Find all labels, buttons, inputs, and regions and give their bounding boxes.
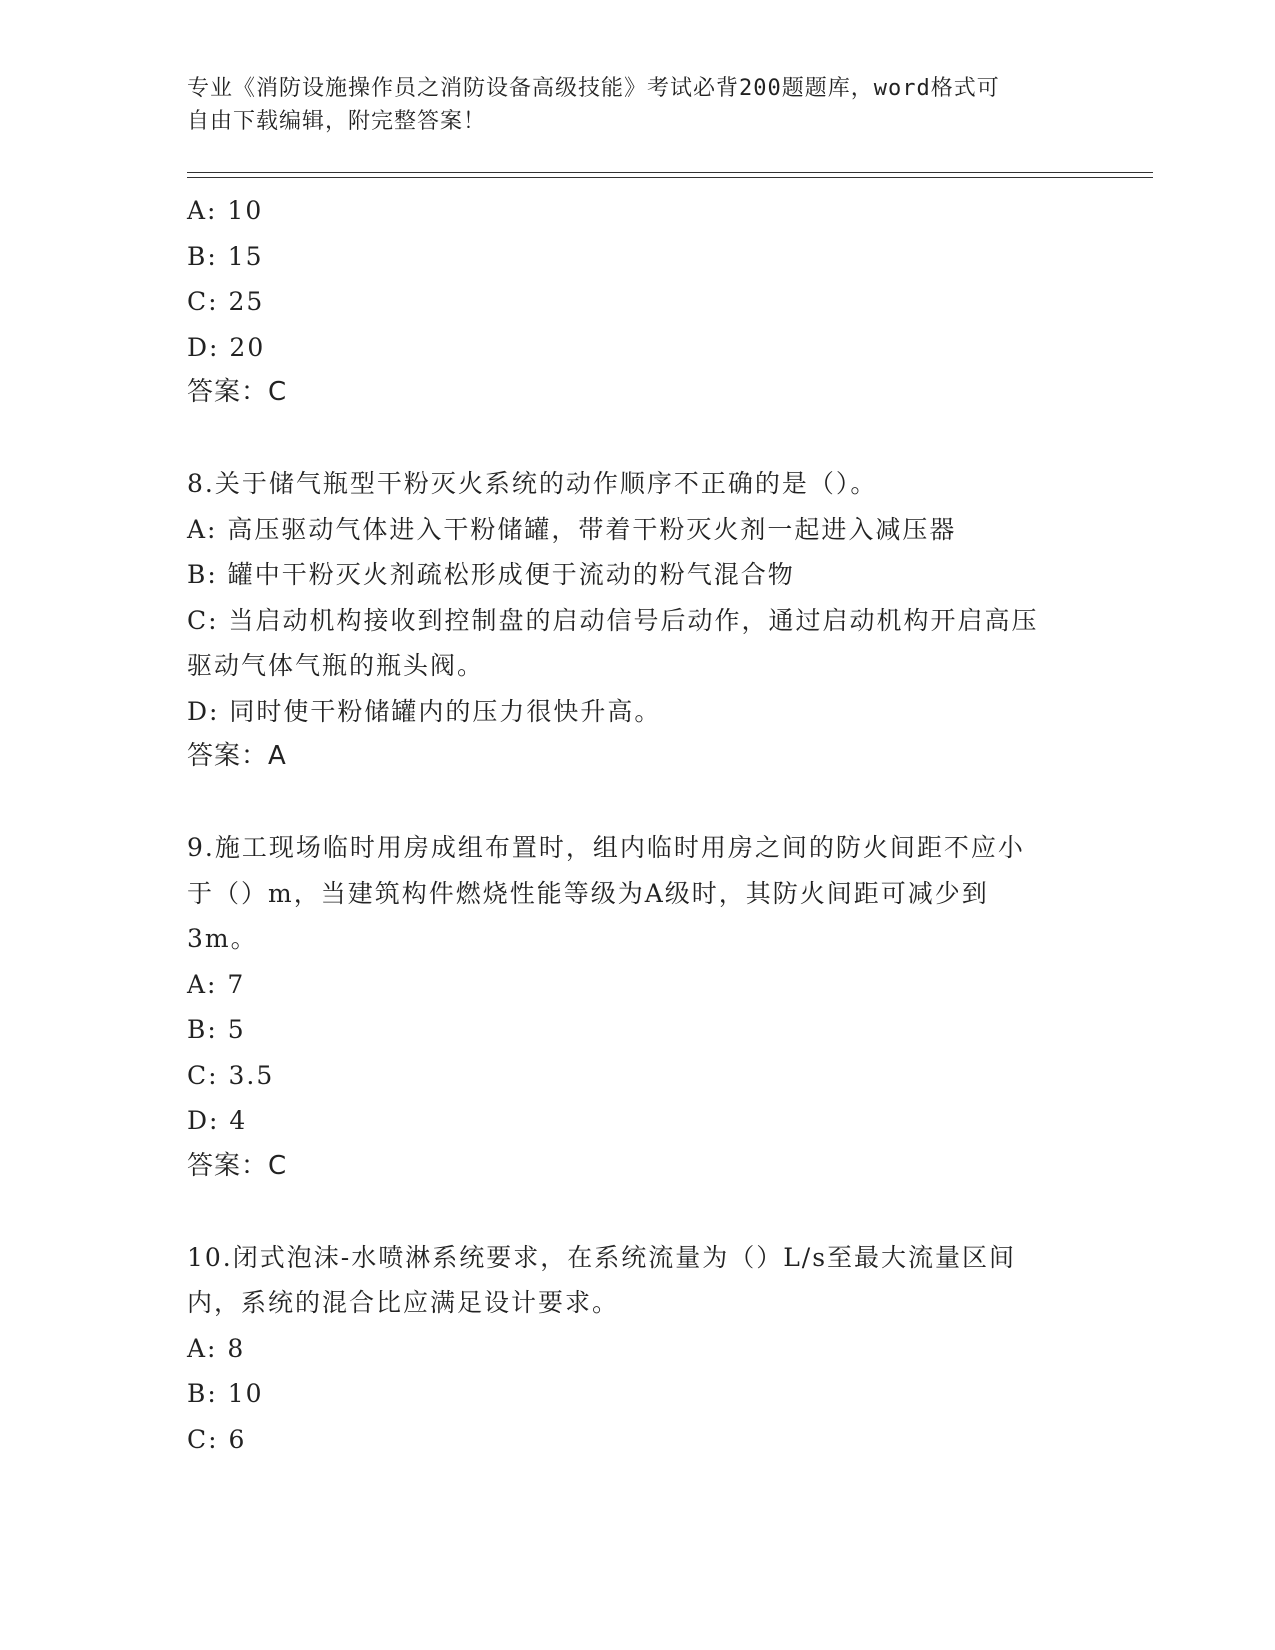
- document-header: [187, 72, 1067, 138]
- answer-line: 答案：A: [187, 741, 287, 771]
- question-9: [187, 825, 1087, 1189]
- option-a: A: 8: [187, 1333, 246, 1363]
- question-stem: 8.关于储气瓶型干粉灭火系统的动作顺序不正确的是（）。: [187, 469, 878, 498]
- question-8: [187, 461, 1087, 780]
- option-d: D: 4: [187, 1106, 248, 1135]
- header-divider-bottom: [187, 177, 1153, 178]
- option-c: C: 3.5: [187, 1060, 275, 1090]
- header-line-2: 自由下载编辑，附完整答案！: [187, 109, 487, 134]
- option-b: B: 5: [187, 1015, 246, 1044]
- option-a: A: 高压驱动气体进入干粉储罐，带着干粉灭火剂一起进入减压器: [187, 514, 957, 544]
- option-c: C: 当启动机构接收到控制盘的启动信号后动作，通过启动机构开启高压驱动气体气瓶的瓶头阀。: [187, 605, 1039, 680]
- answer-line: 答案：C: [187, 1150, 288, 1181]
- option-b: B: 10: [187, 1379, 264, 1408]
- option-c: C: 6: [187, 1424, 247, 1454]
- option-d: D: 20: [187, 332, 266, 362]
- question-10: [187, 1235, 1087, 1463]
- question-7: [187, 188, 1087, 416]
- option-b: B: 15: [187, 241, 264, 271]
- option-a: A: 7: [187, 969, 246, 999]
- header-divider-top: [187, 172, 1153, 173]
- answer-line: 答案：C: [187, 377, 288, 407]
- question-stem: 10.闭式泡沫-水喷淋系统要求，在系统流量为（）L/s至最大流量区间内，系统的混合比应满足设计要求。: [187, 1242, 1017, 1317]
- option-c: C: 25: [187, 287, 265, 316]
- question-stem: 9.施工现场临时用房成组布置时，组内临时用房之间的防火间距不应小于（）m，当建筑构件燃烧性能等级为A级时，其防火间距可减少到3m。: [187, 833, 1025, 953]
- spacer: [187, 780, 1087, 826]
- option-d: D: 同时使干粉储罐内的压力很快升高。: [187, 696, 662, 726]
- option-a: A: 10: [187, 196, 264, 225]
- spacer: [187, 416, 1087, 462]
- option-b: B: 罐中干粉灭火剂疏松形成便于流动的粉气混合物: [187, 560, 795, 589]
- header-line-1: 专业《消防设施操作员之消防设备高级技能》考试必背200题题库，word格式可: [187, 76, 1000, 101]
- question-list: [187, 188, 1087, 1462]
- spacer: [187, 1189, 1087, 1235]
